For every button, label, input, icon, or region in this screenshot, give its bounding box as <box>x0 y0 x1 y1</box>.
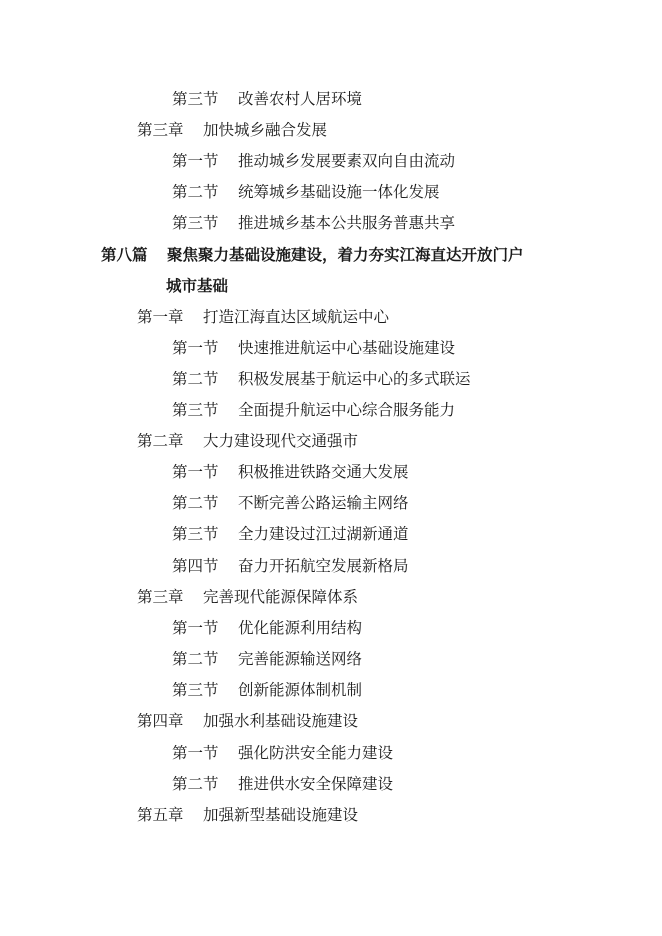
chapter-number: 第三章 <box>137 121 184 139</box>
section-number: 第三节 <box>172 90 219 108</box>
toc-section-8-2-3 <box>172 524 409 544</box>
section-title: 改善农村人居环境 <box>238 90 363 108</box>
toc-section-8-3-3 <box>172 680 362 700</box>
section-number: 第一节 <box>172 152 219 170</box>
chapter-number: 第二章 <box>137 432 184 450</box>
part-title: 聚焦聚力基础设施建设，着力夯实江海直达开放门户 <box>167 246 524 264</box>
toc-section-8-4-1 <box>172 743 393 763</box>
toc-section-8-1-1 <box>172 338 455 358</box>
section-number: 第三节 <box>172 525 219 543</box>
section-title: 推动城乡发展要素双向自由流动 <box>238 152 456 170</box>
section-title: 优化能源利用结构 <box>238 619 363 637</box>
chapter-title: 加强水利基础设施建设 <box>203 712 359 730</box>
section-title: 奋力开拓航空发展新格局 <box>238 557 409 575</box>
toc-section-8-4-2 <box>172 774 393 794</box>
toc-section-8-2-4 <box>172 556 409 576</box>
section-title: 积极发展基于航运中心的多式联运 <box>238 370 471 388</box>
section-number: 第一节 <box>172 619 219 637</box>
section-title: 积极推进铁路交通大发展 <box>238 463 409 481</box>
chapter-number: 第一章 <box>137 308 184 326</box>
section-number: 第一节 <box>172 339 219 357</box>
section-title: 推进供水安全保障建设 <box>238 775 394 793</box>
section-title: 完善能源输送网络 <box>238 650 363 668</box>
section-title: 快速推进航运中心基础设施建设 <box>238 339 456 357</box>
toc-section-7-3-2 <box>172 182 440 202</box>
section-title: 不断完善公路运输主网络 <box>238 494 409 512</box>
toc-section-7-2-3 <box>172 89 362 109</box>
section-number: 第二节 <box>172 370 219 388</box>
section-number: 第四节 <box>172 557 219 575</box>
section-title: 强化防洪安全能力建设 <box>238 744 394 762</box>
section-number: 第二节 <box>172 494 219 512</box>
chapter-title: 大力建设现代交通强市 <box>203 432 359 450</box>
chapter-number: 第五章 <box>137 806 184 824</box>
toc-chapter-8-2 <box>137 431 358 451</box>
chapter-number: 第三章 <box>137 588 184 606</box>
section-title: 创新能源体制机制 <box>238 681 363 699</box>
toc-section-8-2-2 <box>172 493 409 513</box>
section-number: 第三节 <box>172 401 219 419</box>
chapter-number: 第四章 <box>137 712 184 730</box>
toc-section-7-3-1 <box>172 151 455 171</box>
section-number: 第一节 <box>172 463 219 481</box>
toc-section-8-2-1 <box>172 462 409 482</box>
toc-section-8-1-2 <box>172 369 471 389</box>
section-number: 第二节 <box>172 183 219 201</box>
toc-chapter-7-3 <box>137 120 327 140</box>
part-title-continued: 城市基础 <box>166 277 229 295</box>
section-number: 第二节 <box>172 650 219 668</box>
toc-chapter-8-3 <box>137 587 358 607</box>
toc-section-8-1-3 <box>172 400 455 420</box>
toc-chapter-8-1 <box>137 307 389 327</box>
toc-chapter-8-5 <box>137 805 358 825</box>
chapter-title: 加快城乡融合发展 <box>203 121 328 139</box>
chapter-title: 加强新型基础设施建设 <box>203 806 359 824</box>
section-number: 第二节 <box>172 775 219 793</box>
toc-chapter-8-4 <box>137 711 358 731</box>
section-title: 推进城乡基本公共服务普惠共享 <box>238 214 456 232</box>
chapter-title: 完善现代能源保障体系 <box>203 588 359 606</box>
section-title: 全力建设过江过湖新通道 <box>238 525 409 543</box>
toc-section-8-3-2 <box>172 649 362 669</box>
toc-part-8-continued <box>166 276 228 296</box>
toc-part-8 <box>101 245 524 265</box>
toc-section-8-3-1 <box>172 618 362 638</box>
toc-section-7-3-3 <box>172 213 455 233</box>
section-number: 第一节 <box>172 744 219 762</box>
chapter-title: 打造江海直达区域航运中心 <box>203 308 390 326</box>
section-number: 第三节 <box>172 681 219 699</box>
section-number: 第三节 <box>172 214 219 232</box>
section-title: 统筹城乡基础设施一体化发展 <box>238 183 440 201</box>
part-number: 第八篇 <box>101 246 148 264</box>
section-title: 全面提升航运中心综合服务能力 <box>238 401 456 419</box>
